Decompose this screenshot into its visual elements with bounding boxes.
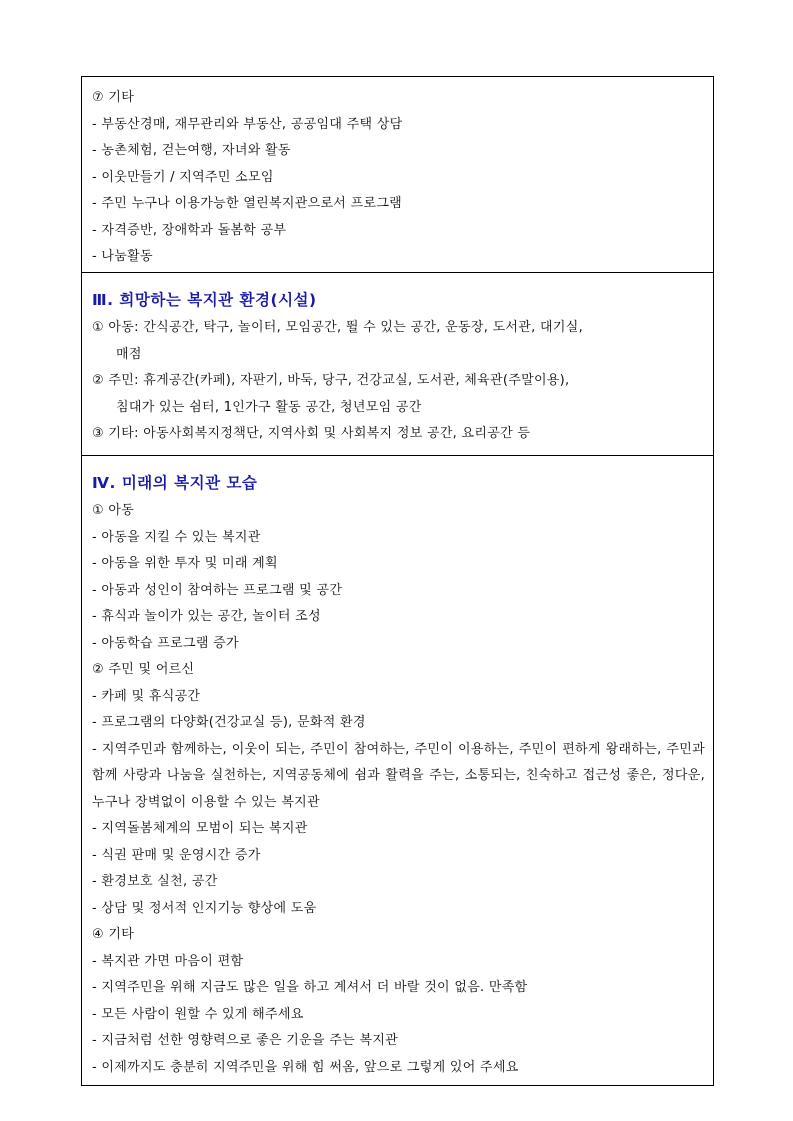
list-item: - 아동학습 프로그램 증가 <box>92 635 239 651</box>
list-item: - 지역주민을 위해 지금도 많은 일을 하고 계셔서 더 바랄 것이 없음. 만족함 <box>92 980 528 995</box>
list-item: - 농촌체험, 걷는여행, 자녀와 활동 <box>92 143 291 158</box>
list-item: - 아동을 지킬 수 있는 복지관 <box>92 529 261 545</box>
section-heading: Ⅲ. 희망하는 복지관 환경(시설) <box>92 291 317 309</box>
list-item-continuation: 침대가 있는 쉼터, 1인가구 활동 공간, 청년모임 공간 <box>116 399 422 415</box>
section-future-welfare-center <box>82 456 713 1085</box>
section-desired-environment <box>82 273 713 456</box>
list-item-long: - 지역주민과 함께하는, 이웃이 되는, 주민이 참여하는, 주민이 이용하는, 주민이 편하게 왕래하는, 주민과 함께 사랑과 나눔을 실천하는, 지역공동체에 쉼과 활력을 주는, 소통되는, 친숙하고 접근성 좋은, 정다운, 누구나 장벽없이 이용할 수 있는 복지관 <box>92 741 705 810</box>
list-item: - 복지관 가면 마음이 편함 <box>92 953 244 969</box>
list-item: - 휴식과 놀이가 있는 공간, 놀이터 조성 <box>92 609 321 624</box>
list-item: - 아동과 성인이 참여하는 프로그램 및 공간 <box>92 582 343 598</box>
list-item: ③ 기타: 아동사회복지정책단, 지역사회 및 사회복지 정보 공간, 요리공간 등 <box>92 426 531 441</box>
list-item: - 식권 판매 및 운영시간 증가 <box>92 847 261 863</box>
subsection-title: ② 주민 및 어르신 <box>92 662 195 677</box>
list-item: - 모든 사람이 원할 수 있게 해주세요 <box>92 1006 304 1022</box>
list-item: - 지금처럼 선한 영향력으로 좋은 기운을 주는 복지관 <box>92 1033 399 1048</box>
list-item: - 이제까지도 충분히 지역주민을 위해 힘 써옴, 앞으로 그렇게 있어 주세요 <box>92 1059 519 1075</box>
list-item: - 아동을 위한 투자 및 미래 계획 <box>92 556 278 571</box>
list-item: - 이웃만들기 / 지역주민 소모임 <box>92 169 274 185</box>
section-heading: Ⅳ. 미래의 복지관 모습 <box>92 474 258 492</box>
list-item: - 지역돌봄체계의 모범이 되는 복지관 <box>92 821 308 836</box>
list-item: - 부동산경매, 재무관리와 부동산, 공공임대 주택 상담 <box>92 116 403 132</box>
list-item: - 나눔활동 <box>92 249 153 264</box>
section-title: ⑦ 기타 <box>92 90 135 105</box>
list-item-continuation: 매점 <box>116 346 142 362</box>
list-item: - 환경보호 실천, 공간 <box>92 874 218 889</box>
list-item: - 상담 및 정서적 인지기능 향상에 도움 <box>92 900 317 916</box>
section-other-etc <box>82 77 713 273</box>
survey-table <box>81 76 714 1086</box>
list-item: - 자격증반, 장애학과 돌봄학 공부 <box>92 222 287 238</box>
list-item: - 카페 및 휴식공간 <box>92 688 201 704</box>
list-item: ② 주민: 휴게공간(카페), 자판기, 바둑, 당구, 건강교실, 도서관, 체육관(주말이용), <box>92 373 570 388</box>
subsection-title: ④ 기타 <box>92 927 135 942</box>
subsection-title: ① 아동 <box>92 503 135 518</box>
list-item: ① 아동: 간식공간, 탁구, 놀이터, 모임공간, 뛸 수 있는 공간, 운동장, 도서관, 대기실, <box>92 320 584 335</box>
list-item: - 프로그램의 다양화(건강교실 등), 문화적 환경 <box>92 715 366 730</box>
list-item: - 주민 누구나 이용가능한 열린복지관으로서 프로그램 <box>92 196 403 211</box>
